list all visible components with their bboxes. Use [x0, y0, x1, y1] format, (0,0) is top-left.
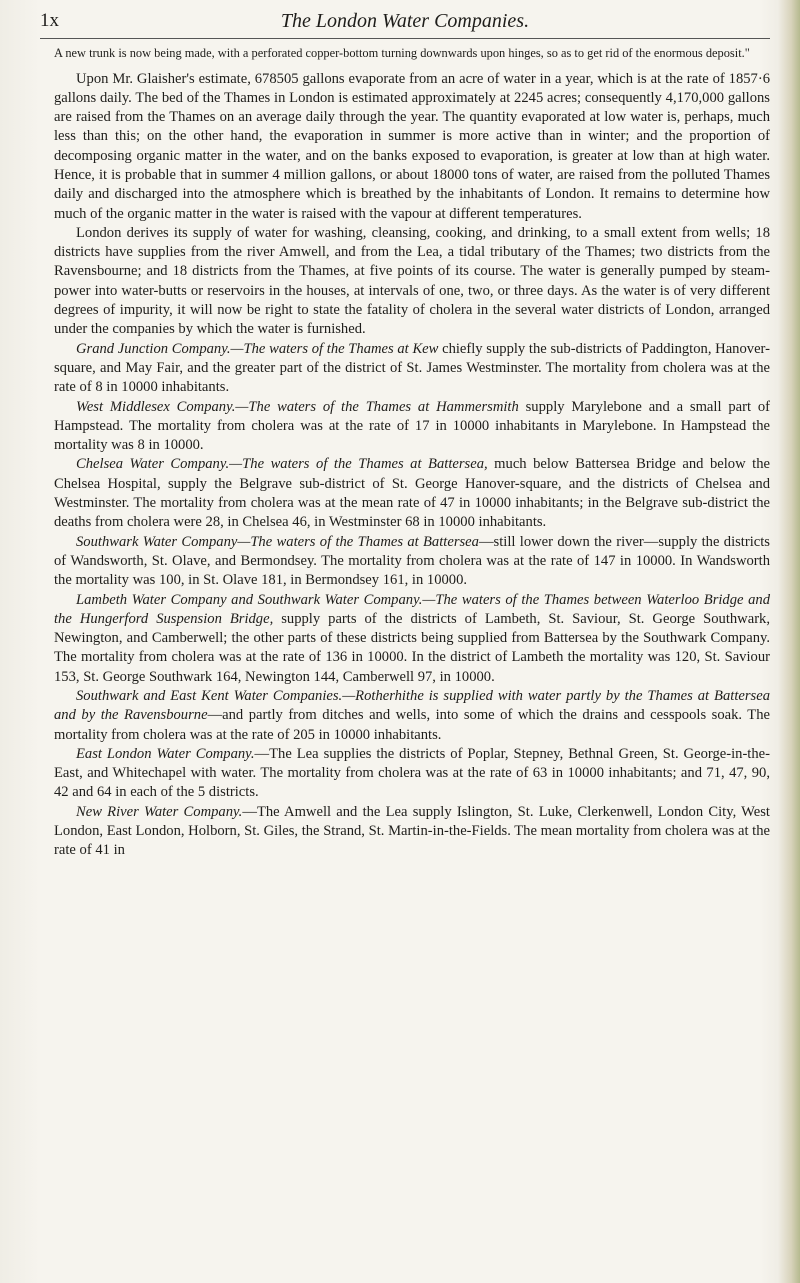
company-lead: Southwark and East Kent Water Companies.—Rotherhithe is supplied with water partly by the Thames at Battersea and by the Ravensbourne	[54, 688, 770, 724]
company-text: chiefly supply the sub-districts of Paddington, Hanover-square, and May Fair, and the greater part of the district of St. James Westminster. The mortality from cholera was at the rate of 8 in 10000 inhabitants.	[54, 340, 770, 396]
company-lead: Chelsea Water Company.—The waters of the Thames at Battersea,	[76, 456, 488, 473]
company-southwark	[54, 533, 770, 591]
company-text: supply parts of the districts of Lambeth, St. Saviour, St. George Southwark, Newington, and Camberwell; the other parts of these districts being supplied from Battersea by the Southwark Company. The mortality from cholera was at the rate of 136 in 10000. In the district of Lambeth the mortality was 120, St. Saviour 153, St. George Southwark 164, Newington 144, Camberwell 97, in 10000.	[54, 610, 770, 685]
company-lead: Lambeth Water Company and Southwark Water Company.—The waters of the Thames between Waterloo Bridge and the Hungerford Suspension Bridge,	[54, 591, 770, 627]
company-new-river	[54, 803, 770, 861]
company-chelsea	[54, 455, 770, 532]
company-text: much below Battersea Bridge and below the Chelsea Hospital, supply the Belgrave sub-district of St. George Hanover-square, and the districts of Chelsea and Westminster. The mortality from cholera was at the mean rate of 47 in 10000 inhabitants; in the Belgrave sub-district the deaths from cholera were 28, in Chelsea 46, in Westminster 68 in 10000 inhabitants.	[54, 456, 770, 531]
company-text: —The Lea supplies the districts of Poplar, Stepney, Bethnal Green, St. George-in-the-East, and Whitechapel with water. The mortality from cholera was at the rate of 63 in 10000 inhabitants; and 71, 47, 90, 42 and 64 in each of the 5 districts.	[54, 745, 770, 801]
paragraph-supply: London derives its supply of water for washing, cleansing, cooking, and drinking, to a small extent from wells; 18 districts have supplies from the river Amwell, and from the Lea, a tidal tributary of the Thames; two districts from the Ravensbourne; and 18 districts from the Thames, at five points of its course. The water is generally pumped by steam-power into water-butts or reservoirs in the houses, at intervals of one, two, or three days. As the water is of very different degrees of impurity, it will now be right to state the fatality of cholera in the several water districts of London, arranged under the companies by which the water is furnished.	[54, 224, 770, 338]
company-west-middlesex	[54, 398, 770, 456]
company-text: —and partly from ditches and wells, into some of which the drains and cesspools soak. The mortality from cholera was at the rate of 205 in 10000 inhabitants.	[54, 707, 770, 743]
company-text: —The Amwell and the Lea supply Islington, St. Luke, Clerkenwell, London City, West London, East London, Holborn, St. Giles, the Strand, St. Martin-in-the-Fields. The mean mortality from cholera was at the rate of 41 in	[54, 803, 770, 859]
company-lead: Grand Junction Company.—The waters of the Thames at Kew	[76, 340, 439, 357]
page-header	[40, 4, 770, 39]
paragraph-evaporation: Upon Mr. Glaisher's estimate, 678505 gallons evaporate from an acre of water in a year, which is at the rate of 1857·6 gallons daily. The bed of the Thames in London is estimated approximately at 2245 acres; consequently 4,170,000 gallons are raised from the Thames on an average daily through the year. The quantity evaporated at low water is, perhaps, much less than this; on the other hand, the evaporation in summer is more active than in winter; and the proportion of decomposing organic matter in the water, and on the banks exposed to evaporation, is greater at low than at high water. Hence, it is probable that in summer 4 million gallons, or about 18000 tons of water, are raised from the polluted Thames daily and discharged into the atmosphere which is breathed by the inhabitants of London. It remains to determine how much of the organic matter in the water is raised with the vapour at different temperatures.	[54, 70, 770, 222]
company-text: supply Marylebone and a small part of Hampstead. The mortality from cholera was at the rate of 17 in 10000 inhabitants in Marylebone. In Hampstead the mortality was 8 in 10000.	[54, 398, 771, 454]
company-lead: New River Water Company.	[76, 803, 243, 820]
company-east-london	[54, 745, 770, 803]
company-southwark-east-kent	[54, 687, 770, 745]
company-lead: Southwark Water Company—The waters of the Thames at Battersea	[76, 533, 479, 550]
company-lambeth	[54, 591, 770, 687]
page-edge	[778, 0, 800, 1283]
company-text: —still lower down the river—supply the districts of Wandsworth, St. Olave, and Bermondsey. The mortality from cholera was at the rate of 147 in 10000. In Wandsworth the mortality was 100, in St. Olave 181, in Bermondsey 161, in 10000.	[54, 533, 770, 589]
company-lead: West Middlesex Company.—The waters of the Thames at Hammersmith	[76, 398, 519, 415]
page-folio: 1x	[40, 10, 59, 31]
quote-block: A new trunk is now being made, with a perforated copper-bottom turning downwards upon hinges, so as to get rid of the enormous deposit."	[54, 46, 750, 60]
company-grand-junction	[54, 340, 770, 398]
company-lead: East London Water Company.	[76, 745, 255, 762]
running-title: The London Water Companies.	[280, 10, 530, 32]
body-text	[54, 46, 770, 861]
